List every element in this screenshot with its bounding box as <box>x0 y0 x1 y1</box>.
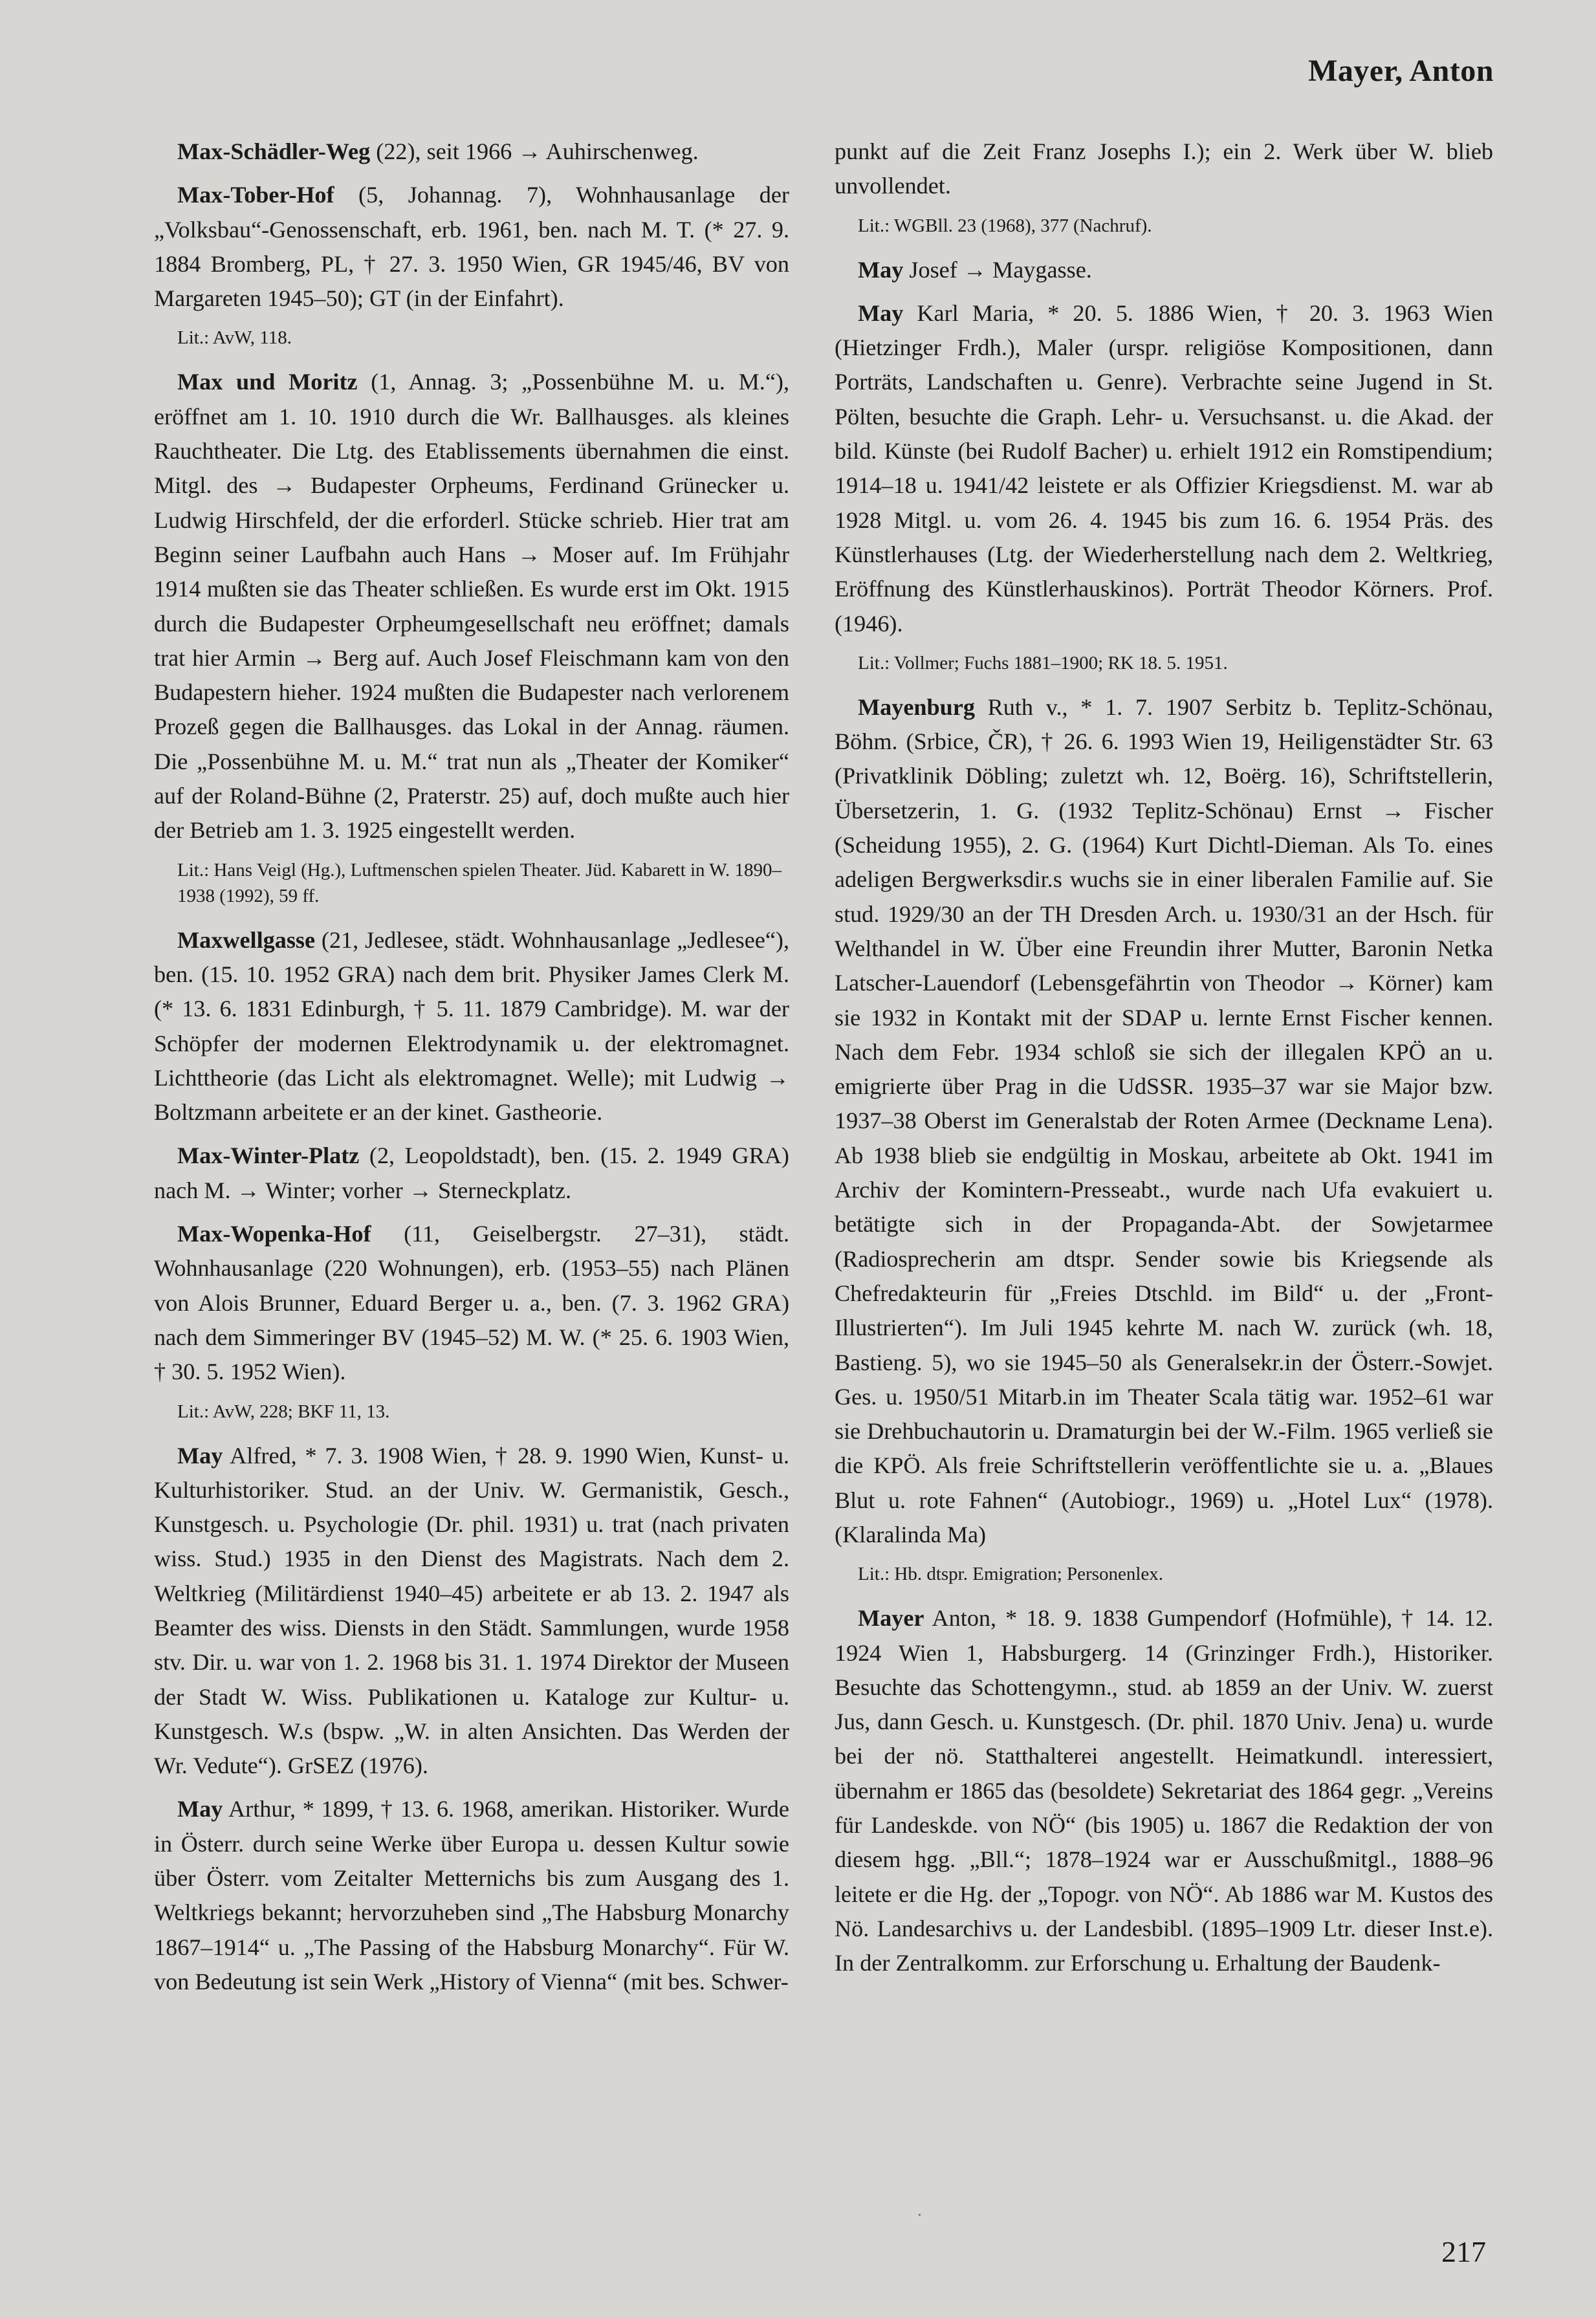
literature-note: Lit.: WGBll. 23 (1968), 377 (Nachruf). <box>858 215 1152 236</box>
entry-text: (22), seit 1966 → Auhirschenweg. <box>370 138 699 164</box>
lemma: May <box>177 1442 223 1469</box>
running-head: Mayer, Anton <box>1308 54 1494 88</box>
entry-text: Karl Maria, * 20. 5. 1886 Wien, † 20. 3. 1963 Wien (Hietzinger Frdh.), Maler (urspr. religiöse Kompositionen, dann Porträts, Landschaften u. Genre). Verbrachte seine Jugend in St. Pölten, besuchte die Graph. Lehr- u. Versuchsanst. u. die Akad. der bild. Künste (bei Rudolf Bacher) u. erhielt 1912 ein Romstipendium; 1914–18 u. 1941/42 leistete er als Offizier Kriegsdienst. M. war ab 1928 Mitgl. u. vom 26. 4. 1945 bis zum 16. 6. 1954 Präs. des Künstlerhauses (Ltg. der Wiederherstellung nach dem 2. Weltkrieg, Eröffnung des Künstlerhauskinos). Porträt Theodor Körners. Prof. (1946). <box>835 300 1493 637</box>
lemma: May <box>177 1796 223 1822</box>
left-column <box>154 135 789 2008</box>
lemma: Max-Schädler-Weg <box>177 138 371 164</box>
entry <box>154 135 789 169</box>
entry <box>154 1792 789 1999</box>
entry <box>835 690 1493 1552</box>
lemma: Max-Wopenka-Hof <box>177 1221 371 1247</box>
entry-text: Josef → Maygasse. <box>903 256 1092 283</box>
entry-text: (11, Geiselbergstr. 27–31), städt. Wohnhausanlage (220 Wohnungen), erb. (1953–55) nach Plänen von Alois Brunner, Eduard Berger u. a., ben. (7. 3. 1962 GRA) nach dem Simmeringer BV (1945–52) M. W. (* 25. 6. 1903 Wien, † 30. 5. 1952 Wien). <box>154 1221 789 1385</box>
entry-text: Ruth v., * 1. 7. 1907 Serbitz b. Teplitz-Schönau, Böhm. (Srbice, ČR), † 26. 6. 1993 Wien 19, Heiligenstädter Str. 63 (Privatklinik Döbling; zuletzt wh. 12, Boërg. 16), Schriftstellerin, Übersetzerin, 1. G. (1932 Teplitz-Schönau) Ernst → Fischer (Scheidung 1955), 2. G. (1964) Kurt Dichtl-Dieman. Als To. eines adeligen Bergwerksdir.s wuchs sie in einer liberalen Familie auf. Sie stud. 1929/30 an der TH Dresden Arch. u. 1930/31 an der Hsch. für Welthandel in W. Über eine Freundin ihrer Mutter, Baronin Netka Latscher-Lauendorf (Lebensgefährtin von Theodor → Körner) kam sie 1932 in Kontakt mit der SDAP u. lernte Ernst Fischer kennen. Nach dem Febr. 1934 schloß sie sich der illegalen KPÖ an u. emigrierte über Prag in die UdSSR. 1935–37 war sie Major bzw. 1937–38 Oberst im Generalstab der Roten Armee (Deckname Lena). Ab 1938 blieb sie endgültig in Moskau, arbeitete ab Okt. 1941 im Archiv der Komintern-Presseabt., wurde nach Ufa evakuiert u. betätigte sich in der Propaganda-Abt. der Sowjetarmee (Radiosprecherin am dtspr. Sender sowie bis Kriegsende als Chefredakteurin für „Freies Dtschld. im Bild“ u. der „Front-Illustrierten“). Im Juli 1945 kehrte M. nach W. zurück (wh. 18, Bastieng. 5), wo sie 1945–50 als Generalsekr.in der Österr.-Sowjet. Ges. u. 1950/51 Mitarb.in im Theater Scala tätig war. 1952–61 war sie Drehbuchautorin u. Dramaturgin bei der W.-Film. 1965 verließ sie die KPÖ. Als freie Schriftstellerin veröffentlichte sie u. a. „Blaues Blut u. rote Fahnen“ (Autobiogr., 1969) u. „Hotel Lux“ (1978). (Klaralinda Ma) <box>835 694 1493 1547</box>
lemma: Mayer <box>858 1605 924 1632</box>
lemma: Max-Tober-Hof <box>177 182 334 208</box>
entry <box>154 365 789 847</box>
lemma: Maxwellgasse <box>177 926 316 953</box>
entry-text: (1, Annag. 3; „Possenbühne M. u. M.“), eröffnet am 1. 10. 1910 durch die Wr. Ballhausges. als kleines Rauchtheater. Die Ltg. des Etablissements übernahmen die einst. Mitgl. des → Budapester Orpheums, Ferdinand Grünecker u. Ludwig Hirschfeld, der die erforderl. Stücke schrieb. Hier trat am Beginn seiner Laufbahn auch Hans → Moser auf. Im Frühjahr 1914 mußten sie das Theater schließen. Es wurde erst im Okt. 1915 durch die Budapester Orpheumgesellschaft neu eröffnet; damals trat hier Armin → Berg auf. Auch Josef Fleischmann kam von den Budapestern hieher. 1924 mußten die Budapester nach verlorenem Prozeß gegen die Ballhausges. das Lokal in der Annag. räumen. Die „Possenbühne M. u. M.“ trat nun als „Theater der Komiker“ auf der Roland-Bühne (2, Praterstr. 25) auf, doch mußte auch hier der Betrieb am 1. 3. 1925 eingestellt werden. <box>154 369 789 844</box>
literature-note: Lit.: Hb. dtspr. Emigration; Personenlex. <box>858 1564 1164 1585</box>
entry <box>835 253 1493 287</box>
entry-text: (21, Jedlesee, städt. Wohnhausanlage „Jedlesee“), ben. (15. 10. 1952 GRA) nach dem brit. Physiker James Clerk M. (* 13. 6. 1831 Edinburgh, † 5. 11. 1879 Cambridge). M. war der Schöpfer der modernen Elektrodynamik u. der elektromagnet. Lichttheorie (das Licht als elektromagnet. Welle); mit Ludwig → Boltzmann arbeitete er an der kinet. Gastheorie. <box>154 926 789 1126</box>
literature-note: Lit.: AvW, 228; BKF 11, 13. <box>177 1401 390 1422</box>
lemma: Max-Winter-Platz <box>177 1143 360 1169</box>
entry <box>154 923 789 1130</box>
entry <box>154 1439 789 1784</box>
entry-text: punkt auf die Zeit Franz Josephs I.); ein 2. Werk über W. blieb unvollendet. <box>835 138 1493 199</box>
entry-text: Alfred, * 7. 3. 1908 Wien, † 28. 9. 1990 Wien, Kunst- u. Kulturhistoriker. Stud. an der Univ. W. Germanistik, Gesch., Kunstgesch. u. Psychologie (Dr. phil. 1931) u. trat (nach privaten wiss. Stud.) 1935 in den Dienst des Magistrats. Nach dem 2. Weltkrieg (Militärdienst 1940–45) arbeitete er ab 13. 2. 1947 als Beamter des wiss. Diensts in den Städt. Sammlungen, wurde 1958 stv. Dir. u. war von 1. 2. 1968 bis 31. 1. 1974 Direktor der Museen der Stadt W. Wiss. Publikationen u. Kataloge zur Kultur- u. Kunstgesch. W.s (bspw. „W. in alten Ansichten. Das Werden der Wr. Vedute“). GrSEZ (1976). <box>154 1442 789 1779</box>
literature-note: Lit.: Vollmer; Fuchs 1881–1900; RK 18. 5. 1951. <box>858 652 1228 673</box>
lemma: Max und Moritz <box>177 369 358 395</box>
page-number: 217 <box>1441 2235 1486 2268</box>
literature-note: Lit.: Hans Veigl (Hg.), Luftmenschen spielen Theater. Jüd. Kabarett in W. 1890–1938 (1992), 59 ff. <box>177 859 782 906</box>
entry-text: (5, Johannag. 7), Wohnhausanlage der „Volksbau“-Genossenschaft, erb. 1961, ben. nach M. T. (* 27. 9. 1884 Bromberg, PL, † 27. 3. 1950 Wien, GR 1945/46, BV von Margareten 1945–50); GT (in der Einfahrt). <box>154 182 789 312</box>
entry-continuation <box>835 135 1493 204</box>
literature-note: Lit.: AvW, 118. <box>177 327 292 349</box>
scan-speck <box>919 2214 921 2216</box>
entry-text: Arthur, * 1899, † 13. 6. 1968, amerikan. Historiker. Wurde in Österr. durch seine Werke über Europa u. dessen Kultur sowie über Österr. vom Zeitalter Metternichs bis zum Ausgang des 1. Weltkriegs bekannt; hervorzuheben sind „The Habsburg Monarchy 1867–1914“ u. „The Passing of the Habsburg Monarchy“. Für W. von Bedeutung ist sein Werk „History of Vienna“ (mit bes. Schwer- <box>154 1796 789 1995</box>
entry-text: (2, Leopoldstadt), ben. (15. 2. 1949 GRA) nach M. → Winter; vorher → Sterneckplatz. <box>154 1143 789 1203</box>
entry <box>835 1601 1493 1980</box>
lemma: May <box>858 300 904 326</box>
entry-text: Anton, * 18. 9. 1838 Gumpendorf (Hofmühle), † 14. 12. 1924 Wien 1, Habsburgerg. 14 (Grinzinger Frdh.), Historiker. Besuchte das Schottengymn., stud. ab 1859 an der Univ. W. zuerst Jus, dann Gesch. u. Kunstgesch. (Dr. phil. 1870 Univ. Jena) u. wurde bei der nö. Statthalterei angestellt. Heimatkundl. interessiert, übernahm er 1865 das (besoldete) Sekretariat des 1864 gegr. „Vereins für Landeskde. von NÖ“ (bis 1905) u. 1867 die Redaktion der von diesem hgg. „Bll.“; 1878–1924 war er Ausschußmitgl., 1888–96 leitete er die Hg. der „Topogr. von NÖ“. Ab 1886 war M. Kustos des Nö. Landesarchivs u. der Landesbibl. (1895–1909 Ltr. dieser Inst.e). In der Zentralkomm. zur Erforschung u. Erhaltung der Baudenk- <box>835 1605 1493 1976</box>
entry <box>835 296 1493 641</box>
entry <box>154 178 789 316</box>
entry <box>154 1139 789 1208</box>
lemma: Mayenburg <box>858 694 975 720</box>
right-column <box>835 135 1493 1990</box>
lemma: May <box>858 256 904 283</box>
entry <box>154 1217 789 1389</box>
